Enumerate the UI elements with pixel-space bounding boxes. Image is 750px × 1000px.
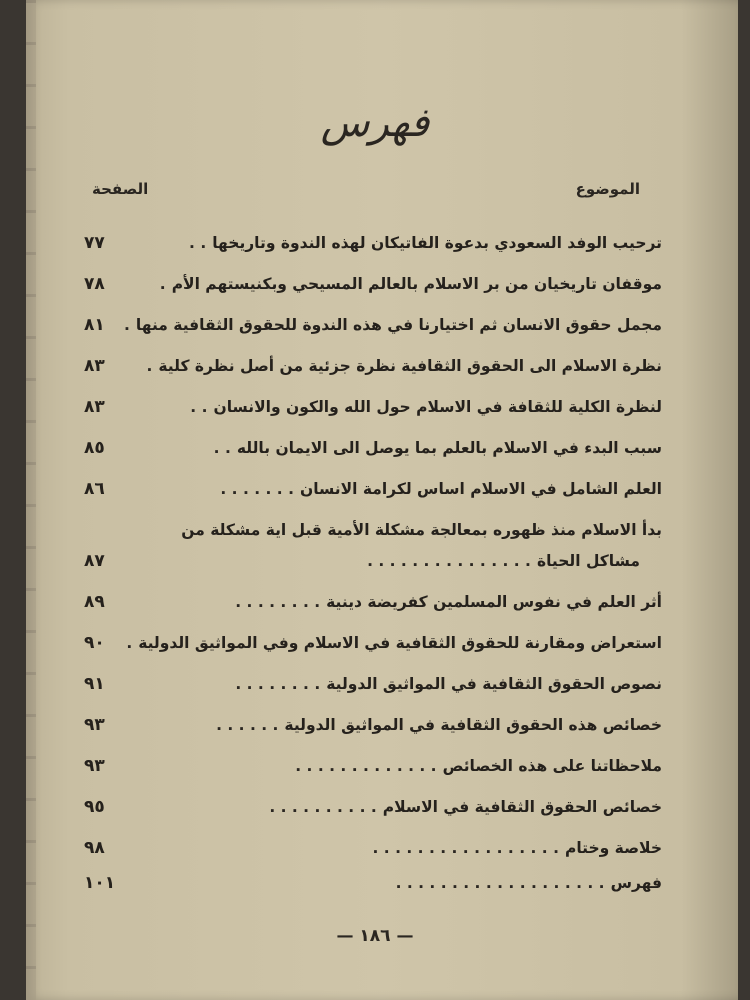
toc-page-number: ٩٨ [84,838,105,858]
toc-entry-text: مشاكل الحياة [536,552,640,570]
toc-entry [102,515,662,545]
toc-leader-dots: . . . . . . . . . . . . . . . . . [372,839,559,857]
toc-row [0,751,750,781]
toc-leader-dots: . . . . . . . . . . . . . . . . . . . [395,874,605,892]
toc-leader-dots: . . . . . . . . . . . . . . . [367,552,531,570]
toc-entry [102,792,662,822]
toc-entry-text: ملاحظاتنا على هذه الخصائص [442,757,662,775]
index-title: فهرس [320,100,430,146]
toc-page-number: ٩٣ [84,756,105,776]
toc-row [0,669,750,699]
toc-row [0,228,750,258]
toc-row [0,474,750,504]
toc-row [0,833,750,863]
toc-entry-text: لنظرة الكلية للثقافة في الاسلام حول الله والكون والانسان [213,398,662,416]
toc-row [0,392,750,422]
toc-leader-dots: . . [190,398,208,416]
toc-leader-dots: . . [189,234,207,252]
toc-entry [102,392,662,422]
toc-page-number: ٨٦ [84,479,105,499]
toc-entry [102,228,662,258]
toc-leader-dots: . . . . . . . . . . [269,798,377,816]
toc-page-number: ٧٨ [84,274,105,294]
toc-entry [102,710,662,740]
toc-row [0,710,750,740]
toc-leader-dots: . . . . . . . . [235,593,321,611]
toc-entry [102,351,662,381]
page-column-header: الصفحة [92,180,149,198]
toc-entry-text: بدأ الاسلام منذ ظهوره بمعالجة مشكلة الأمية قبل اية مشكلة من [181,521,662,539]
toc-entry-text: خصائص الحقوق الثقافية في الاسلام [382,798,662,816]
toc-entry [102,474,662,504]
toc-entry-text: سبب البدء في الاسلام بالعلم بما يوصل الى الايمان بالله [236,439,662,457]
toc-entry-text: موقفان تاريخيان من بر الاسلام بالعالم المسيحي وبكنيستهم الأم [171,275,662,293]
toc-entry [80,546,640,576]
toc-row [0,628,750,658]
toc-page-number: ١٠١ [84,873,116,893]
toc-entry-text: نظرة الاسلام الى الحقوق الثقافية نظرة جزئية من أصل نظرة كلية [158,357,662,375]
toc-row [0,515,750,545]
topic-column-header: الموضوع [575,180,640,198]
toc-page-number: ٨٥ [84,438,105,458]
page-number-footer: — ١٨٦ — [336,926,414,946]
toc-entry-text: استعراض ومقارنة للحقوق الثقافية في الاسلام وفي المواثيق الدولية [138,634,662,652]
toc-row [0,269,750,299]
toc-leader-dots: . . . . . . . . . . . . . [295,757,437,775]
toc-leader-dots: . . [213,439,231,457]
toc-page-number: ٩٣ [84,715,105,735]
toc-row [0,351,750,381]
toc-leader-dots: . [124,316,130,334]
toc-leader-dots: . . . . . . [216,716,279,734]
toc-entry [102,433,662,463]
toc-entry [102,587,662,617]
toc-entry-text: خلاصة وختام [564,839,662,857]
toc-row [0,546,750,576]
toc-row [0,587,750,617]
toc-page-number: ٨٣ [84,397,105,417]
toc-entry [102,669,662,699]
toc-entry-text: ترحيب الوفد السعودي بدعوة الفاتيكان لهذه الندوة وتاريخها [212,234,662,252]
toc-entry [102,310,662,340]
toc-entry-text: فهرس [610,874,662,892]
toc-page-number: ٩٠ [84,633,105,653]
toc-entry [102,751,662,781]
toc-row [0,433,750,463]
toc-page-number: ٨٩ [84,592,105,612]
toc-row [0,310,750,340]
toc-entry [102,868,662,898]
toc-page-number: ٨١ [84,315,105,335]
toc-entry [102,628,662,658]
toc-leader-dots: . . . . . . . [220,480,294,498]
toc-row [0,868,750,898]
toc-row [0,792,750,822]
toc-leader-dots: . [126,634,133,652]
toc-entry-text: مجمل حقوق الانسان ثم اختيارنا في هذه الندوة للحقوق الثقافية منها [135,316,662,334]
toc-page-number: ٧٧ [84,233,105,253]
toc-leader-dots: . [159,275,166,293]
toc-entry-text: خصائص هذه الحقوق الثقافية في المواثيق الدولية [284,716,662,734]
toc-entry [102,833,662,863]
toc-entry-text: نصوص الحقوق الثقافية في المواثيق الدولية [326,675,662,693]
toc-page-number: ٩٥ [84,797,105,817]
toc-entry-text: أثر العلم في نفوس المسلمين كفريضة دينية [326,593,662,611]
toc-page-number: ٨٣ [84,356,105,376]
toc-page-number: ٩١ [84,674,105,694]
toc-leader-dots: . . . . . . . . [235,675,321,693]
toc-entry [102,269,662,299]
toc-page-number: ٨٧ [84,551,105,571]
toc-leader-dots: . [146,357,153,375]
toc-entry-text: العلم الشامل في الاسلام اساس لكرامة الانسان [299,480,662,498]
